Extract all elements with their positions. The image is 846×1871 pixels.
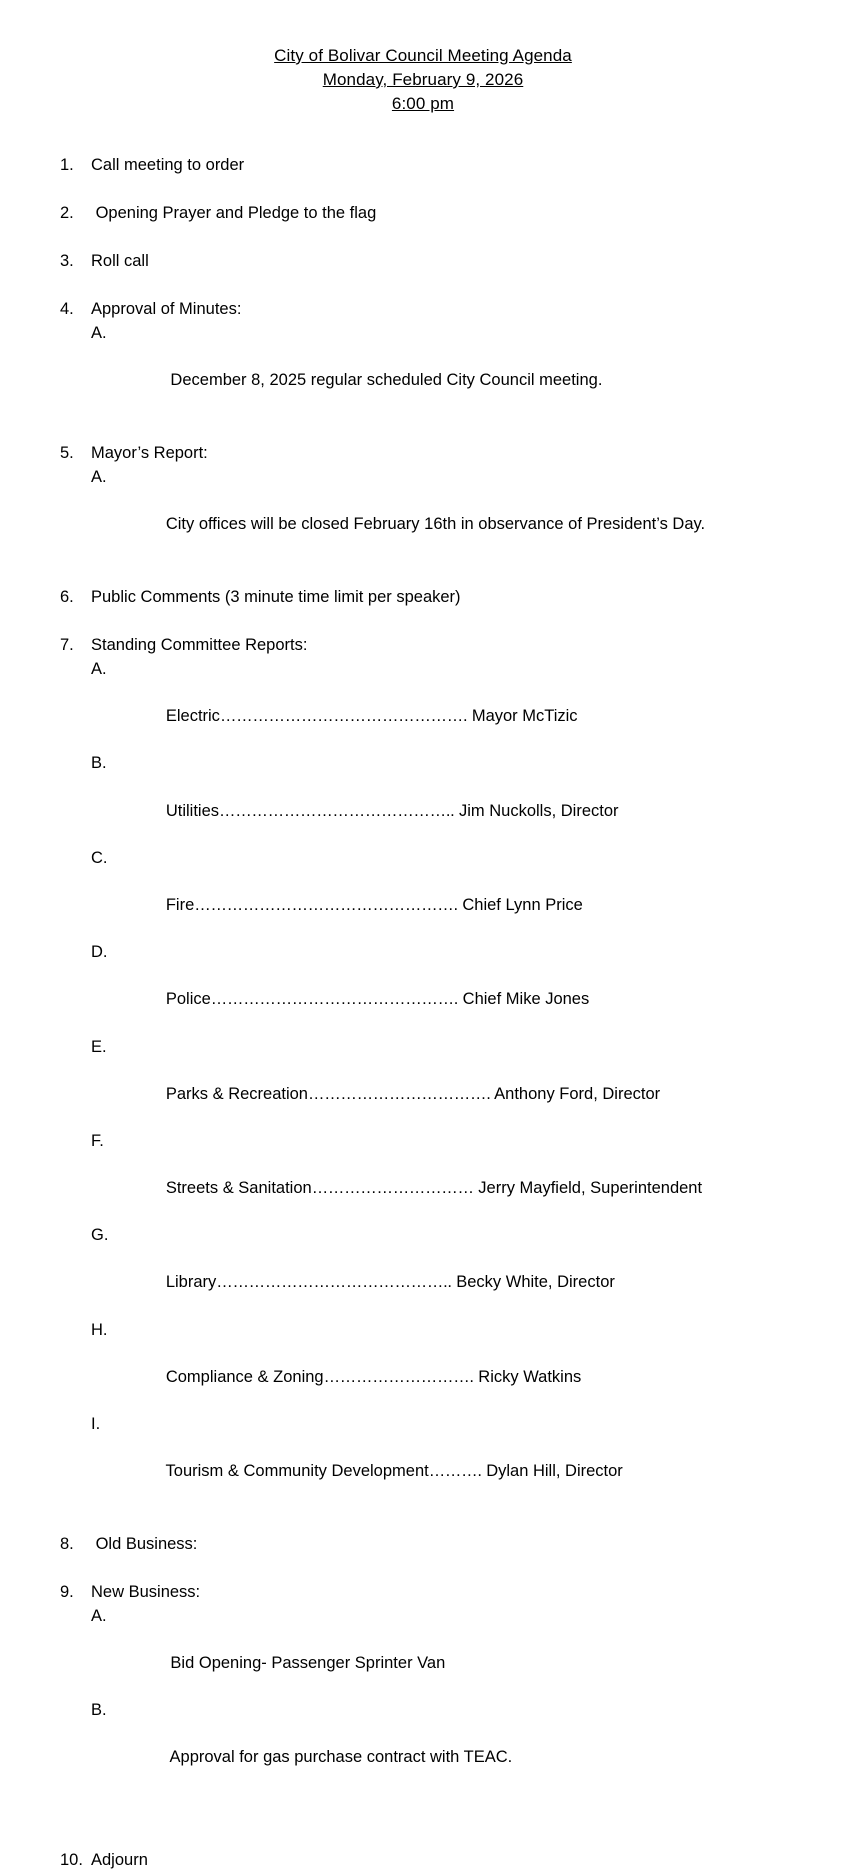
list-item — [91, 322, 786, 416]
committee-name: Utilities — [165, 801, 220, 820]
agenda-item-number: 9. — [60, 1583, 74, 1602]
sub-item-letter: H. — [91, 1320, 108, 1339]
sub-item-letter: G. — [91, 1226, 109, 1245]
sub-item-letter: A. — [91, 324, 107, 342]
sub-item-letter: D. — [91, 943, 108, 962]
agenda-item-label: Call meeting to order — [91, 156, 245, 174]
header-title-row — [60, 44, 786, 68]
committee-name: Parks & Recreation — [165, 1084, 308, 1103]
leader-dots: ………………………………………. — [219, 707, 468, 726]
committee-person: Anthony Ford, Director — [490, 1084, 661, 1103]
agenda-item-call-to-order — [60, 154, 786, 176]
list-item — [91, 1224, 786, 1318]
sub-item-letter: E. — [91, 1037, 107, 1056]
committee-person: Mayor McTizic — [467, 707, 578, 726]
agenda-item-old-business — [60, 1533, 786, 1555]
sub-item-letter: C. — [91, 848, 108, 867]
sub-item-label: Bid Opening- Passenger Sprinter Van — [165, 1654, 446, 1673]
committee-name: Streets & Sanitation — [165, 1179, 312, 1198]
list-item — [91, 1130, 786, 1224]
agenda-item-number: 6. — [60, 588, 74, 606]
agenda-item-label: New Business: — [91, 1583, 201, 1602]
sub-item-label: City offices will be closed February 16th in observance of President’s Day. — [165, 515, 706, 533]
page-title: City of Bolivar Council Meeting Agenda — [274, 46, 572, 65]
agenda-item-adjourn — [60, 1849, 786, 1871]
leader-dots: …………………………………………. — [194, 895, 458, 914]
document-header — [60, 44, 786, 116]
leader-dots: ………………………… — [311, 1179, 474, 1198]
agenda-item-mayors-report — [60, 442, 786, 560]
committee-person: Chief Mike Jones — [458, 990, 590, 1009]
sub-item-letter: A. — [91, 1607, 107, 1626]
agenda-item-number: 8. — [60, 1535, 74, 1554]
agenda-item-label: Old Business: — [91, 1535, 198, 1554]
new-business-sublist — [91, 1605, 786, 1793]
agenda-item-number: 3. — [60, 252, 74, 270]
sub-item-letter: B. — [91, 1701, 107, 1720]
committee-person: Becky White, Director — [451, 1273, 615, 1292]
header-date-row — [60, 68, 786, 92]
committee-name: Fire — [165, 895, 195, 914]
header-time-row — [60, 92, 786, 116]
committee-name: Library — [165, 1273, 217, 1292]
list-item — [91, 1605, 786, 1699]
committee-reports-list — [91, 658, 786, 1507]
minutes-sublist — [91, 322, 786, 416]
agenda-item-label: Adjourn — [91, 1851, 148, 1870]
committee-name: Tourism & Community Development — [165, 1462, 429, 1481]
committee-person: Dylan Hill, Director — [481, 1462, 623, 1481]
agenda-item-approval-of-minutes — [60, 298, 786, 416]
agenda-item-new-business — [60, 1581, 786, 1793]
sub-item-letter: I. — [91, 1415, 101, 1433]
agenda-item-label: Roll call — [91, 252, 149, 270]
list-item — [91, 1699, 786, 1793]
committee-person: Jim Nuckolls, Director — [454, 801, 619, 820]
leader-dots: ……………………………. — [308, 1084, 491, 1103]
agenda-item-number: 5. — [60, 444, 74, 462]
list-item — [91, 658, 786, 752]
committee-person: Jerry Mayfield, Superintendent — [473, 1179, 703, 1198]
committee-person: Chief Lynn Price — [457, 895, 583, 914]
list-item — [91, 466, 786, 560]
leader-dots: …………………………………….. — [216, 1273, 452, 1292]
sub-item-letter: A. — [91, 660, 107, 678]
agenda-list — [60, 154, 786, 1793]
agenda-item-label: Opening Prayer and Pledge to the flag — [91, 204, 377, 222]
agenda-item-label: Standing Committee Reports: — [91, 636, 308, 654]
header-spacer — [60, 116, 786, 154]
committee-name: Electric — [165, 707, 220, 726]
list-item — [91, 1319, 786, 1413]
agenda-item-label: Public Comments (3 minute time limit per speaker) — [91, 588, 461, 606]
meeting-time: 6:00 pm — [391, 94, 455, 113]
committee-person: Ricky Watkins — [473, 1367, 582, 1386]
sub-item-letter: B. — [91, 754, 107, 773]
list-item — [91, 847, 786, 941]
agenda-item-public-comments — [60, 586, 786, 608]
sub-item-letter: F. — [91, 1131, 104, 1150]
agenda-item-opening-prayer — [60, 202, 786, 224]
agenda-item-label: Approval of Minutes: — [91, 300, 242, 318]
committee-name: Compliance & Zoning — [165, 1367, 324, 1386]
agenda-item-number: 7. — [60, 636, 74, 654]
meeting-date: Monday, February 9, 2026 — [322, 70, 524, 89]
agenda-item-roll-call — [60, 250, 786, 272]
list-item — [91, 941, 786, 1035]
committee-name: Police — [165, 990, 211, 1009]
list-item — [91, 1413, 786, 1507]
agenda-item-standing-committee-reports — [60, 634, 786, 1507]
list-item — [91, 1036, 786, 1130]
leader-dots: ………………………. — [323, 1367, 474, 1386]
leader-dots: …………………………………….. — [219, 801, 455, 820]
leader-dots: ………. — [428, 1462, 482, 1481]
leader-dots: ………………………………………. — [210, 990, 459, 1009]
sub-item-label: Approval for gas purchase contract with TEAC. — [165, 1748, 513, 1767]
agenda-item-number: 2. — [60, 204, 74, 222]
agenda-item-number: 10. — [60, 1851, 83, 1870]
agenda-item-label: Mayor’s Report: — [91, 444, 208, 462]
mayor-report-sublist — [91, 466, 786, 560]
sub-item-label: December 8, 2025 regular scheduled City Council meeting. — [165, 371, 603, 389]
list-item — [91, 752, 786, 846]
agenda-item-number: 4. — [60, 300, 74, 318]
sub-item-letter: A. — [91, 468, 107, 486]
agenda-item-number: 1. — [60, 156, 74, 174]
